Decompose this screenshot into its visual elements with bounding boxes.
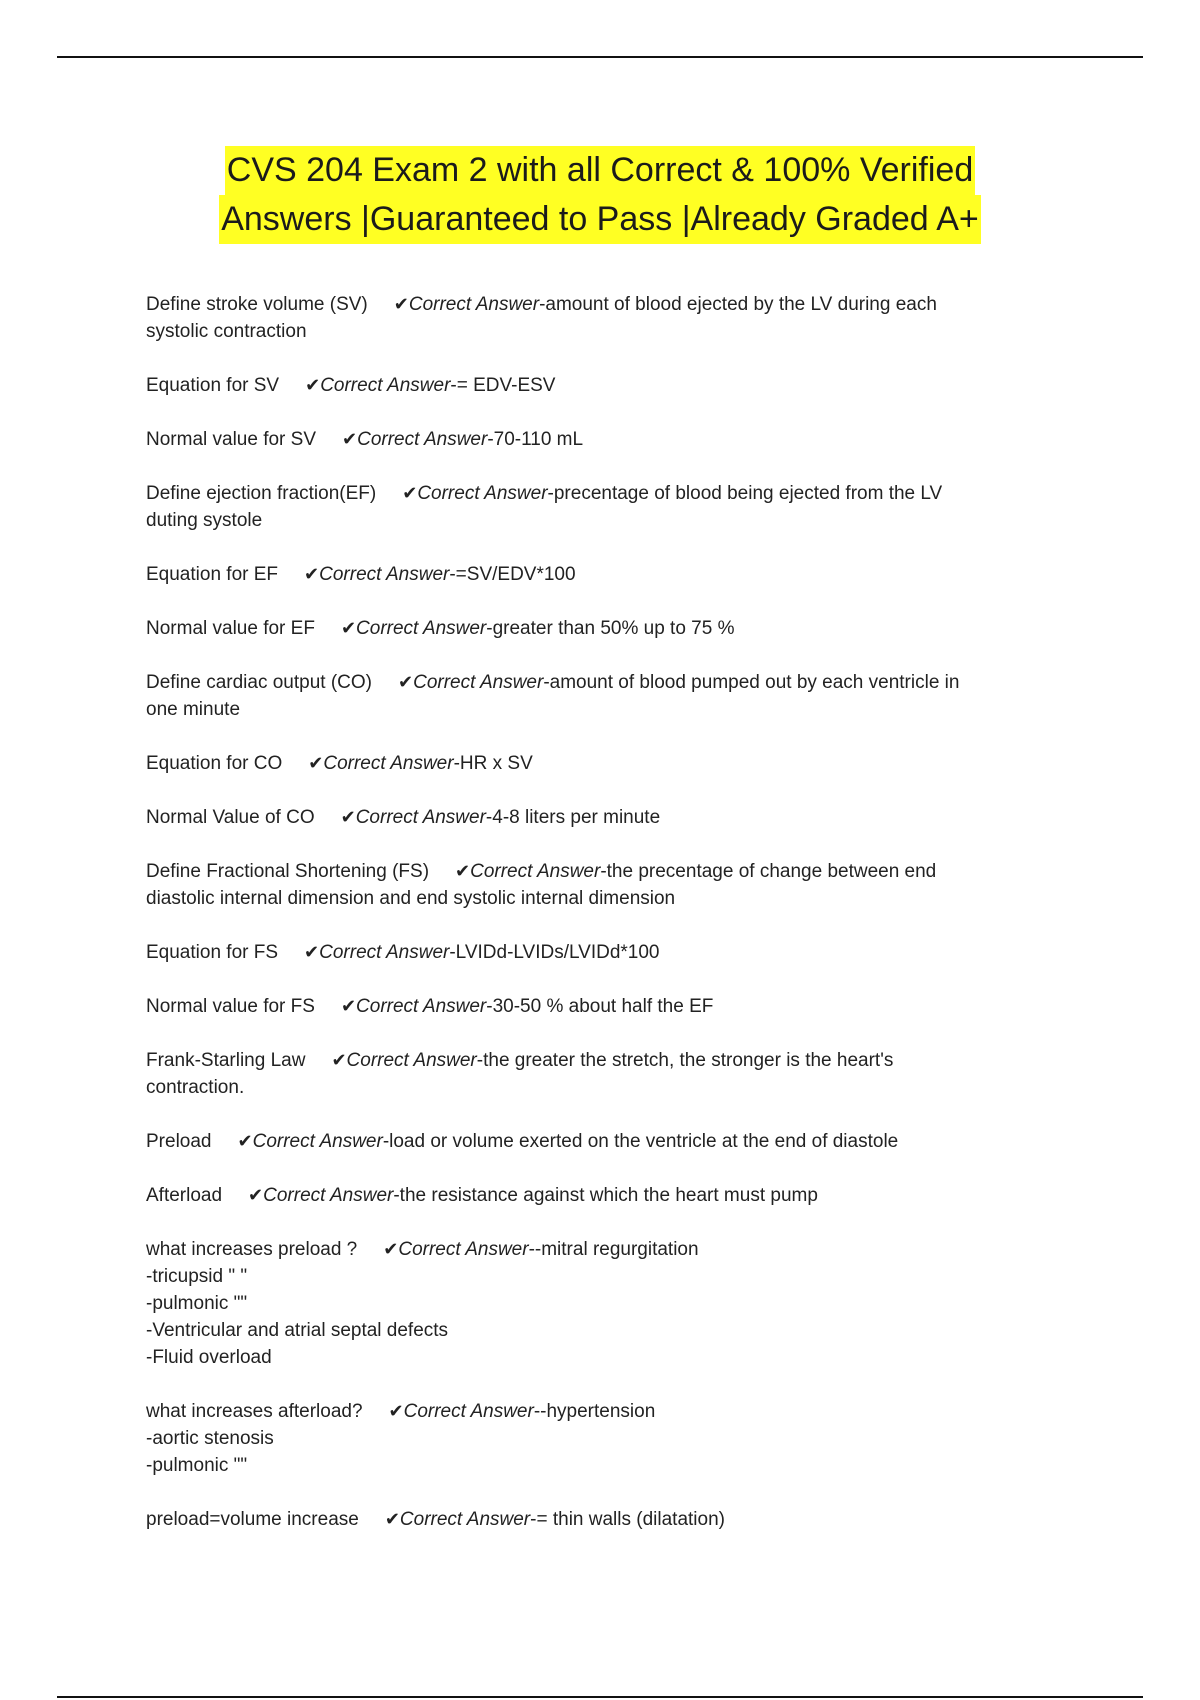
answer-continuation-line: duting systole <box>146 510 263 531</box>
answer-text: -LVIDd-LVIDs/LVIDd*100 <box>449 942 660 963</box>
question-text: Normal value for SV <box>146 429 317 450</box>
correct-answer-label: Correct Answer <box>320 375 451 396</box>
check-mark-icon: ✔ <box>455 861 471 882</box>
question-text: Equation for EF <box>146 564 279 585</box>
check-mark-icon: ✔ <box>237 1131 253 1152</box>
top-rule <box>57 56 1143 58</box>
qa-item <box>146 480 1046 534</box>
correct-answer-label: Correct Answer <box>470 861 601 882</box>
question-text: Define ejection fraction(EF) <box>146 483 377 504</box>
check-mark-icon: ✔ <box>331 1050 347 1071</box>
qa-item <box>146 750 1046 777</box>
title-line-2: Answers |Guaranteed to Pass |Already Graded A+ <box>219 195 981 244</box>
correct-answer-label: Correct Answer <box>319 942 450 963</box>
correct-answer-label: Correct Answer <box>413 672 544 693</box>
correct-answer-label: Correct Answer <box>323 753 454 774</box>
correct-answer-label: Correct Answer <box>356 996 487 1017</box>
answer-text: --hypertension <box>533 1401 656 1422</box>
question-text: preload=volume increase <box>146 1509 359 1530</box>
correct-answer-label: Correct Answer <box>357 429 488 450</box>
qa-item <box>146 1182 1046 1209</box>
question-text: what increases afterload? <box>146 1401 363 1422</box>
answer-text: -load or volume exerted on the ventricle at the end of diastole <box>382 1131 899 1152</box>
qa-item <box>146 426 1046 453</box>
qa-item <box>146 939 1046 966</box>
answer-continuation-line: -tricupsid " " <box>146 1266 248 1287</box>
question-text: Normal Value of CO <box>146 807 315 828</box>
question-text: Normal value for EF <box>146 618 315 639</box>
check-mark-icon: ✔ <box>304 942 320 963</box>
correct-answer-label: Correct Answer <box>263 1185 394 1206</box>
correct-answer-label: Correct Answer <box>355 807 486 828</box>
question-text: Preload <box>146 1131 212 1152</box>
check-mark-icon: ✔ <box>388 1401 404 1422</box>
answer-text: -amount of blood pumped out by each ventricle in <box>543 672 960 693</box>
qa-item <box>146 1128 1046 1155</box>
answer-text: -precentage of blood being ejected from the LV <box>547 483 943 504</box>
correct-answer-label: Correct Answer <box>319 564 450 585</box>
correct-answer-label: Correct Answer <box>252 1131 383 1152</box>
check-mark-icon: ✔ <box>340 618 357 639</box>
answer-text: -greater than 50% up to 75 % <box>486 618 735 639</box>
answer-text: -=SV/EDV*100 <box>449 564 576 585</box>
answer-text: -30-50 % about half the EF <box>486 996 714 1017</box>
check-mark-icon: ✔ <box>308 753 324 774</box>
answer-text: --mitral regurgitation <box>528 1239 699 1260</box>
check-mark-icon: ✔ <box>383 1239 399 1260</box>
qa-item <box>146 372 1046 399</box>
document-title <box>0 146 1200 244</box>
question-text: Equation for SV <box>146 375 280 396</box>
correct-answer-label: Correct Answer <box>346 1050 477 1071</box>
check-mark-icon: ✔ <box>398 672 414 693</box>
qa-item <box>146 1398 1046 1479</box>
answer-text: -= EDV-ESV <box>450 375 556 396</box>
answer-text: -the precentage of change between end <box>600 861 937 882</box>
check-mark-icon: ✔ <box>304 564 320 585</box>
answer-continuation-line: one minute <box>146 699 241 720</box>
check-mark-icon: ✔ <box>342 429 358 450</box>
question-text: Frank-Starling Law <box>146 1050 306 1071</box>
qa-item <box>146 669 1046 723</box>
answer-text: -= thin walls (dilatation) <box>530 1509 725 1530</box>
answer-text: -4-8 liters per minute <box>485 807 661 828</box>
question-text: Equation for FS <box>146 942 279 963</box>
answer-text: -70-110 mL <box>487 429 584 450</box>
correct-answer-label: Correct Answer <box>408 294 540 315</box>
question-text: Normal value for FS <box>146 996 315 1017</box>
qa-item <box>146 1047 1046 1101</box>
qa-item <box>146 1236 1046 1371</box>
answer-continuation-line: contraction. <box>146 1077 245 1098</box>
check-mark-icon: ✔ <box>402 483 418 504</box>
qa-list <box>146 291 1046 1560</box>
qa-item <box>146 561 1046 588</box>
bottom-rule <box>57 1696 1143 1698</box>
correct-answer-label: Correct Answer <box>398 1239 529 1260</box>
answer-continuation-line: -pulmonic "" <box>146 1455 248 1476</box>
question-text: Afterload <box>146 1185 223 1206</box>
answer-continuation-line: diastolic internal dimension and end systolic internal dimension <box>146 888 676 909</box>
title-line-1: CVS 204 Exam 2 with all Correct & 100% Verified <box>225 146 975 195</box>
qa-item <box>146 291 1046 345</box>
check-mark-icon: ✔ <box>340 807 356 828</box>
correct-answer-label: Correct Answer <box>399 1509 531 1530</box>
correct-answer-label: Correct Answer <box>356 618 487 639</box>
answer-continuation-line: -Ventricular and atrial septal defects <box>146 1320 449 1341</box>
answer-text: -the greater the stretch, the stronger is the heart's <box>476 1050 894 1071</box>
check-mark-icon: ✔ <box>384 1509 400 1530</box>
question-text: Define Fractional Shortening (FS) <box>146 861 430 882</box>
qa-item <box>146 615 1046 642</box>
check-mark-icon: ✔ <box>305 375 321 396</box>
question-text: what increases preload ? <box>146 1239 358 1260</box>
check-mark-icon: ✔ <box>393 294 409 315</box>
qa-item <box>146 1506 1046 1533</box>
answer-text: -amount of blood ejected by the LV during each <box>539 294 937 315</box>
check-mark-icon: ✔ <box>248 1185 264 1206</box>
answer-continuation-line: -aortic stenosis <box>146 1428 274 1449</box>
check-mark-icon: ✔ <box>340 996 357 1017</box>
qa-item <box>146 858 1046 912</box>
question-text: Define stroke volume (SV) <box>146 294 368 315</box>
answer-text: -the resistance against which the heart must pump <box>393 1185 818 1206</box>
correct-answer-label: Correct Answer <box>417 483 548 504</box>
answer-continuation-line: -pulmonic "" <box>146 1293 248 1314</box>
qa-item <box>146 993 1046 1020</box>
answer-text: -HR x SV <box>453 753 533 774</box>
qa-item <box>146 804 1046 831</box>
question-text: Equation for CO <box>146 753 283 774</box>
correct-answer-label: Correct Answer <box>403 1401 534 1422</box>
answer-continuation-line: -Fluid overload <box>146 1347 272 1368</box>
question-text: Define cardiac output (CO) <box>146 672 372 693</box>
answer-continuation-line: systolic contraction <box>146 321 307 342</box>
